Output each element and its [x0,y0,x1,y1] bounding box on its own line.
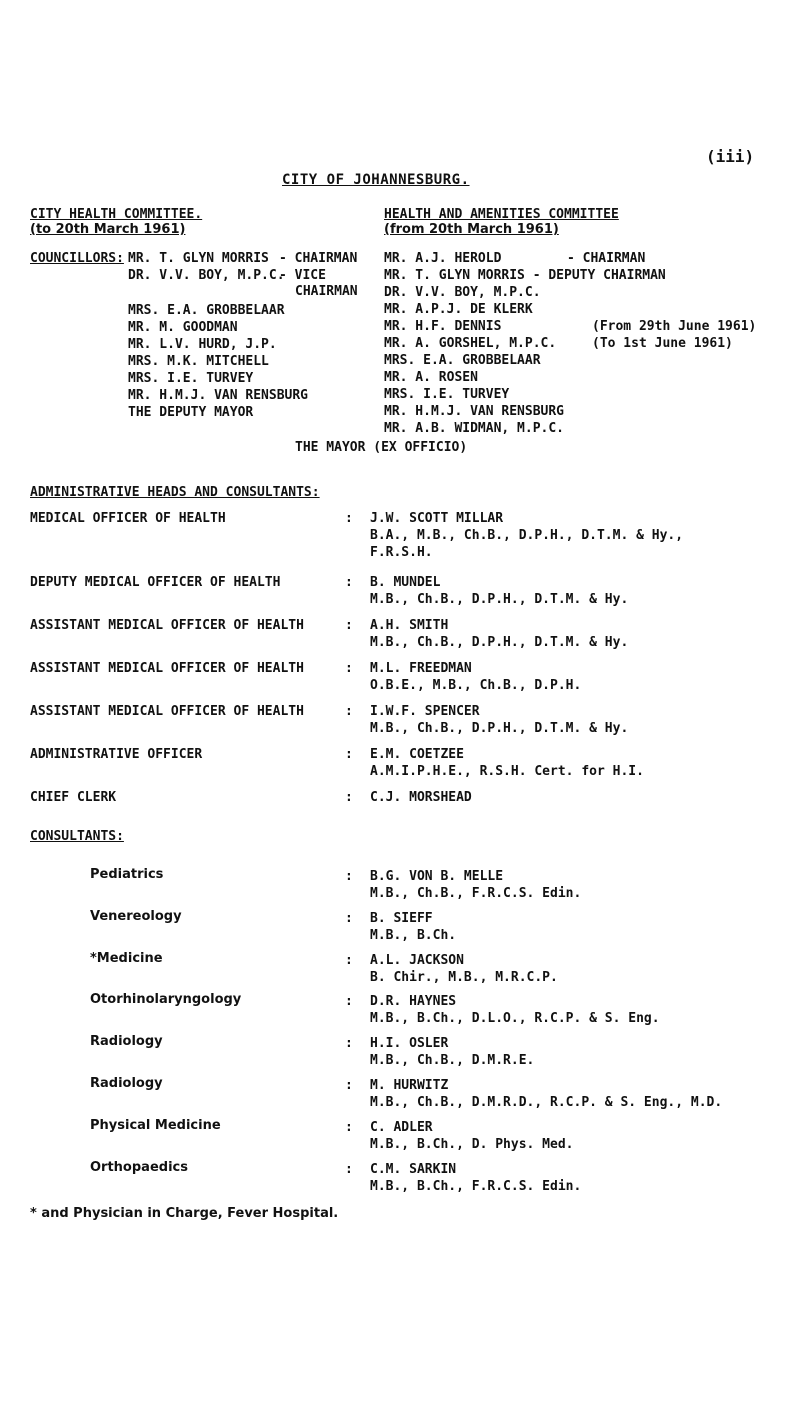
member-name: MR. A.P.J. DE KLERK [384,302,533,317]
consultant-name: C. ADLER [370,1120,433,1135]
consultant-name: D.R. HAYNES [370,994,457,1009]
consultant-specialty: Venereology [90,909,182,924]
admin-quals: M.B., Ch.B., D.P.H., D.T.M. & Hy. [370,635,629,650]
member-name: MRS. E.A. GROBBELAAR [128,303,285,318]
member-name: MR. A.B. WIDMAN, M.P.C. [384,421,565,436]
councillors-label: COUNCILLORS: [30,251,124,266]
amenities-date: (from 20th March 1961) [384,222,559,237]
member-note: (From 29th June 1961) [592,319,757,334]
admin-name: B. MUNDEL [370,575,441,590]
admin-heading: ADMINISTRATIVE HEADS AND CONSULTANTS: [30,485,320,500]
admin-quals: M.B., Ch.B., D.P.H., D.T.M. & Hy. [370,592,629,607]
member-name: MR. A. ROSEN [384,370,478,385]
admin-name: M.L. FREEDMAN [370,661,472,676]
admin-title: CHIEF CLERK [30,790,117,805]
separator: : [345,747,353,762]
amenities-heading: HEALTH AND AMENITIES COMMITTEE [384,207,619,222]
admin-name: E.M. COETZEE [370,747,464,762]
separator: : [345,790,353,805]
footnote: * and Physician in Charge, Fever Hospital. [30,1206,339,1221]
admin-name: A.H. SMITH [370,618,449,633]
consultant-name: C.M. SARKIN [370,1162,457,1177]
page-title: CITY OF JOHANNESBURG. [282,172,470,188]
admin-title: DEPUTY MEDICAL OFFICER OF HEALTH [30,575,281,590]
separator: : [345,511,353,526]
member-name: MRS. I.E. TURVEY [384,387,510,402]
member-name: DR. V.V. BOY, M.P.C. [128,268,285,283]
admin-title: ASSISTANT MEDICAL OFFICER OF HEALTH [30,704,304,719]
consultants-heading: CONSULTANTS: [30,829,124,844]
separator: : [345,1036,353,1051]
member-note: - CHAIRMAN [567,251,646,266]
page-number: (iii) [706,147,755,166]
admin-title: ASSISTANT MEDICAL OFFICER OF HEALTH [30,618,304,633]
consultant-specialty: Radiology [90,1034,163,1049]
consultant-quals: B. Chir., M.B., M.R.C.P. [370,970,558,985]
consultant-specialty: Pediatrics [90,867,164,882]
consultant-quals: M.B., B.Ch., F.R.C.S. Edin. [370,1179,582,1194]
admin-name: I.W.F. SPENCER [370,704,480,719]
admin-quals: B.A., M.B., Ch.B., D.P.H., D.T.M. & Hy., [370,528,684,543]
admin-name: C.J. MORSHEAD [370,790,472,805]
admin-title: ASSISTANT MEDICAL OFFICER OF HEALTH [30,661,304,676]
mayor-line: THE MAYOR (EX OFFICIO) [295,440,468,455]
consultant-name: B.G. VON B. MELLE [370,869,504,884]
admin-name: J.W. SCOTT MILLAR [370,511,504,526]
consultant-name: M. HURWITZ [370,1078,449,1093]
consultant-specialty: *Medicine [90,951,163,966]
admin-quals: M.B., Ch.B., D.P.H., D.T.M. & Hy. [370,721,629,736]
member-name: MRS. M.K. MITCHELL [128,354,269,369]
admin-quals: A.M.I.P.H.E., R.S.H. Cert. for H.I. [370,764,644,779]
separator: : [345,994,353,1009]
member-name: MR. H.F. DENNIS [384,319,502,334]
separator: : [345,911,353,926]
admin-quals: F.R.S.H. [370,545,433,560]
consultant-quals: M.B., Ch.B., D.M.R.E. [370,1053,535,1068]
consultant-specialty: Otorhinolaryngology [90,992,242,1007]
member-note: (To 1st June 1961) [592,336,733,351]
member-name: MR. A.J. HEROLD [384,251,502,266]
city-health-date: (to 20th March 1961) [30,222,186,237]
consultant-specialty: Orthopaedics [90,1160,188,1175]
consultant-specialty: Radiology [90,1076,163,1091]
separator: : [345,575,353,590]
consultant-name: H.I. OSLER [370,1036,449,1051]
separator: : [345,618,353,633]
separator: : [345,1120,353,1135]
consultant-quals: M.B., B.Ch., D.L.O., R.C.P. & S. Eng. [370,1011,660,1026]
admin-quals: O.B.E., M.B., Ch.B., D.P.H. [370,678,582,693]
consultant-quals: M.B., B.Ch. [370,928,457,943]
separator: : [345,704,353,719]
member-name: THE DEPUTY MAYOR [128,405,254,420]
member-role: CHAIRMAN [295,284,358,299]
member-name: MR. T. GLYN MORRIS - DEPUTY CHAIRMAN [384,268,666,283]
admin-title: ADMINISTRATIVE OFFICER [30,747,203,762]
separator: : [345,1162,353,1177]
consultant-quals: M.B., Ch.B., F.R.C.S. Edin. [370,886,582,901]
separator: : [345,661,353,676]
member-name: MR. A. GORSHEL, M.P.C. [384,336,557,351]
member-name: MRS. I.E. TURVEY [128,371,254,386]
member-name: MR. M. GOODMAN [128,320,238,335]
member-name: MR. H.M.J. VAN RENSBURG [384,404,565,419]
member-name: MRS. E.A. GROBBELAAR [384,353,541,368]
member-role: - CHAIRMAN [279,251,358,266]
consultant-specialty: Physical Medicine [90,1118,221,1133]
member-name: MR. T. GLYN MORRIS [128,251,269,266]
consultant-quals: M.B., Ch.B., D.M.R.D., R.C.P. & S. Eng., M.D. [370,1095,723,1110]
admin-title: MEDICAL OFFICER OF HEALTH [30,511,226,526]
city-health-heading: CITY HEALTH COMMITTEE. [30,207,203,222]
member-name: MR. L.V. HURD, J.P. [128,337,277,352]
separator: : [345,869,353,884]
separator: : [345,1078,353,1093]
consultant-name: A.L. JACKSON [370,953,464,968]
consultant-name: B. SIEFF [370,911,433,926]
member-name: MR. H.M.J. VAN RENSBURG [128,388,309,403]
consultant-quals: M.B., B.Ch., D. Phys. Med. [370,1137,574,1152]
member-role: - VICE [279,268,326,283]
separator: : [345,953,353,968]
member-name: DR. V.V. BOY, M.P.C. [384,285,541,300]
